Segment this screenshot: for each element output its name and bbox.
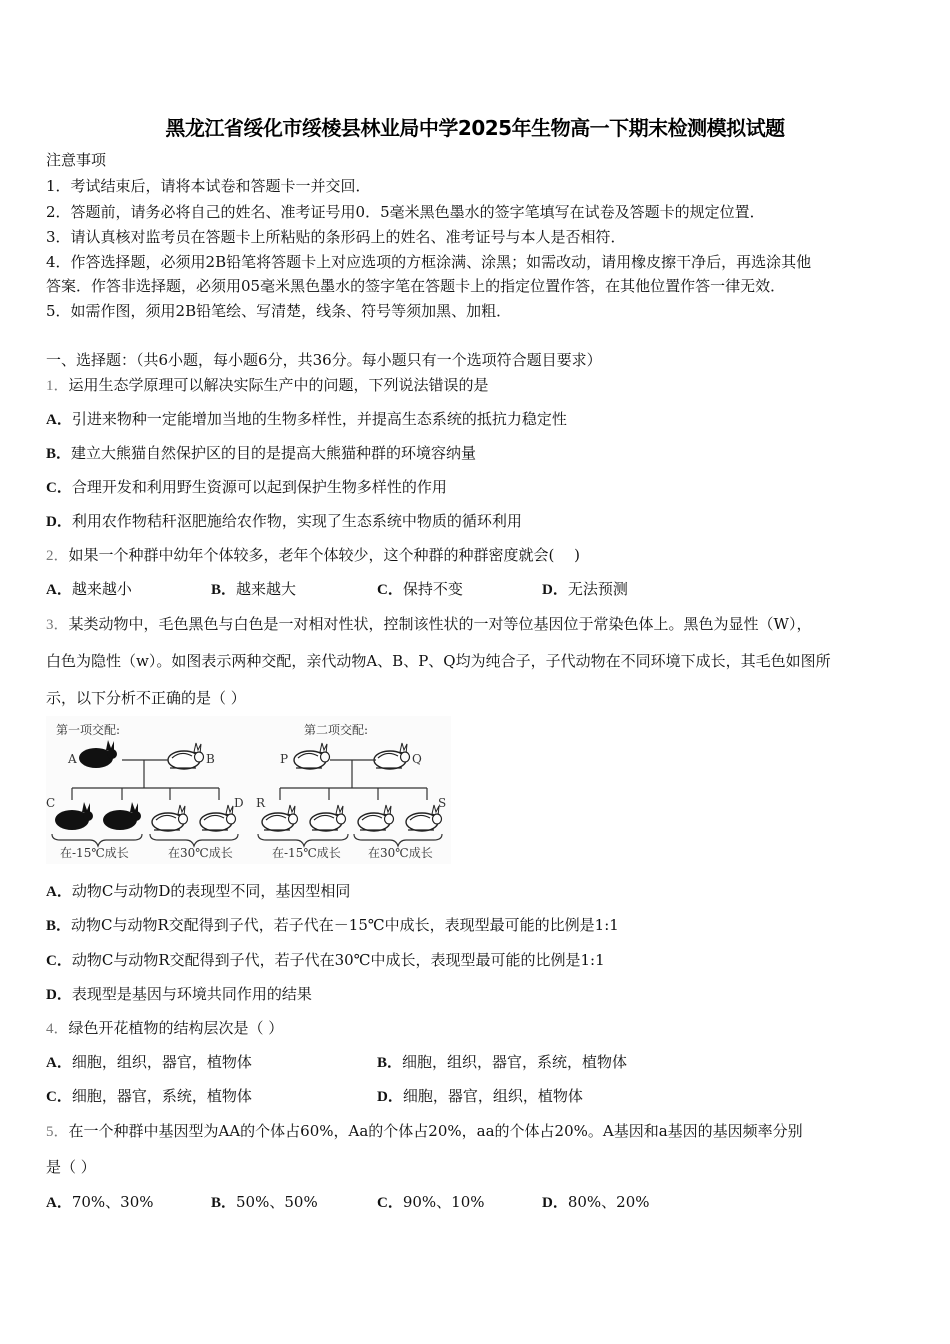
- q2-option-a: [46, 579, 132, 600]
- notice-item: 1．考试结束后，请将本试卷和答题卡一并交回．: [46, 177, 371, 195]
- q2-option-d: [542, 579, 628, 600]
- mating-diagram-graphic: [46, 716, 451, 864]
- env-warm-label-2: 在30℃成长: [368, 846, 433, 860]
- label-c: C: [46, 796, 56, 810]
- q1-option-d: [46, 511, 522, 532]
- label-s: S: [438, 796, 447, 810]
- page-title: 黑龙江省绥化市绥棱县林业局中学2025年生物高一下期末检测模拟试题: [165, 116, 785, 140]
- option-text: 无法预测: [567, 580, 628, 598]
- question-4-stem: [46, 1018, 283, 1039]
- env-cold-label-2: 在-15℃成长: [272, 846, 341, 860]
- option-text: 动物C与动物R交配得到子代，若子代在－15℃中成长，表现型最可能的比例是1:1: [71, 916, 619, 934]
- question-2-stem: [46, 545, 580, 566]
- env-cold-label-1: 在-15℃成长: [60, 846, 129, 860]
- option-text: 动物C与动物D的表现型不同，基因型相同: [71, 882, 351, 900]
- question-number: 4．: [46, 1021, 69, 1037]
- notice-item: 答案．作答非选择题，必须用05毫米黑色墨水的签字笔在答题卡上的指定位置作答，在其他位置作答一律无效．: [46, 277, 786, 295]
- option-text: 细胞，器官，组织，植物体: [402, 1087, 583, 1105]
- option-letter: D．: [542, 582, 568, 598]
- option-letter: A．: [46, 582, 72, 598]
- option-letter: D．: [377, 1089, 403, 1105]
- cross-1-title: 第一项交配:: [56, 723, 121, 737]
- option-text: 越来越大: [236, 580, 297, 598]
- question-text: 某类动物中，毛色黑色与白色是一对相对性状，控制该性状的一对等位基因位于常染色体上。黑色为显性（W），: [68, 615, 812, 633]
- q5-option-c: [377, 1192, 485, 1213]
- notice-item: 2．答题前，请务必将自己的姓名、准考证号用0．5毫米黑色墨水的签字笔填写在试卷及答题卡的规定位置．: [46, 203, 765, 221]
- q5-option-b: [211, 1192, 318, 1213]
- option-letter: A．: [46, 884, 72, 900]
- option-text: 细胞，器官，系统，植物体: [71, 1087, 252, 1105]
- q5-option-a: [46, 1192, 154, 1213]
- option-letter: B．: [377, 1055, 403, 1071]
- option-letter: C．: [46, 1089, 72, 1105]
- label-p: P: [280, 752, 289, 766]
- question-5-stem-line2: 是（ ）: [46, 1158, 96, 1176]
- option-text: 合理开发和利用野生资源可以起到保护生物多样性的作用: [71, 478, 447, 496]
- label-a: A: [68, 752, 77, 766]
- question-3-stem-line3: 示，以下分析不正确的是（ ）: [46, 689, 246, 707]
- option-letter: C．: [46, 480, 72, 496]
- q5-option-d: [542, 1192, 650, 1213]
- notice-heading: 注意事项: [46, 151, 107, 169]
- option-text: 动物C与动物R交配得到子代，若子代在30℃中成长，表现型最可能的比例是1:1: [71, 951, 605, 969]
- option-text: 细胞，组织，器官，系统，植物体: [402, 1053, 628, 1071]
- option-letter: B．: [211, 582, 237, 598]
- mating-diagram: [46, 716, 451, 864]
- q3-option-a: [46, 881, 350, 902]
- q2-option-b: [211, 579, 296, 600]
- option-text: 细胞，组织，器官，植物体: [71, 1053, 252, 1071]
- option-letter: C．: [377, 582, 403, 598]
- option-letter: A．: [46, 1195, 72, 1211]
- option-letter: D．: [542, 1195, 568, 1211]
- q4-option-c: [46, 1086, 252, 1107]
- option-letter: B．: [211, 1195, 237, 1211]
- label-b: B: [206, 752, 215, 766]
- question-1-stem: [46, 375, 489, 396]
- question-text: 绿色开花植物的结构层次是（ ）: [68, 1019, 284, 1037]
- question-3-stem-line2: 白色为隐性（w）。如图表示两种交配，亲代动物A、B、P、Q均为纯合子，子代动物在不同环境下成长，其毛色如图所: [46, 652, 831, 670]
- question-5-stem: [46, 1121, 803, 1142]
- question-number: 2．: [46, 548, 69, 564]
- option-text: 80%、20%: [567, 1193, 650, 1211]
- label-d: D: [234, 796, 244, 810]
- option-text: 70%、30%: [71, 1193, 154, 1211]
- cross-2-title: 第二项交配:: [304, 723, 369, 737]
- option-text: 建立大熊猫自然保护区的目的是提高大熊猫种群的环境容纳量: [71, 444, 477, 462]
- env-warm-label-1: 在30℃成长: [168, 846, 233, 860]
- option-text: 表现型是基因与环境共同作用的结果: [71, 985, 312, 1003]
- option-text: 保持不变: [402, 580, 463, 598]
- option-text: 越来越小: [71, 580, 132, 598]
- option-letter: A．: [46, 1055, 72, 1071]
- q1-option-b: [46, 443, 476, 464]
- option-letter: A．: [46, 412, 72, 428]
- question-3-stem: [46, 614, 811, 635]
- notice-item: 4．作答选择题，必须用2B铅笔将答题卡上对应选项的方框涂满、涂黑；如需改动，请用橡皮擦干净后，再选涂其他: [46, 253, 812, 271]
- notice-item: 3．请认真核对监考员在答题卡上所粘贴的条形码上的姓名、准考证号与本人是否相符．: [46, 228, 626, 246]
- q2-option-c: [377, 579, 463, 600]
- notice-item: 5．如需作图，须用2B铅笔绘、写清楚，线条、符号等须加黑、加粗．: [46, 302, 512, 320]
- label-q: Q: [412, 752, 422, 766]
- option-letter: C．: [46, 953, 72, 969]
- option-letter: D．: [46, 987, 72, 1003]
- q4-option-a: [46, 1052, 252, 1073]
- question-number: 5．: [46, 1124, 69, 1140]
- option-letter: B．: [46, 918, 72, 934]
- option-text: 90%、10%: [402, 1193, 485, 1211]
- q1-option-a: [46, 409, 567, 430]
- q3-option-c: [46, 950, 605, 971]
- option-text: 50%、50%: [236, 1193, 318, 1211]
- question-number: 1．: [46, 378, 69, 394]
- option-text: 利用农作物秸秆沤肥施给农作物，实现了生态系统中物质的循环利用: [71, 512, 522, 530]
- q3-option-b: [46, 915, 619, 936]
- question-text: 运用生态学原理可以解决实际生产中的问题，下列说法错误的是: [68, 376, 489, 394]
- q4-option-b: [377, 1052, 627, 1073]
- option-letter: D．: [46, 514, 72, 530]
- section-heading: 一、选择题：（共6小题，每小题6分，共36分。每小题只有一个选项符合题目要求）: [46, 351, 602, 369]
- option-letter: C．: [377, 1195, 403, 1211]
- label-r: R: [256, 796, 266, 810]
- question-number: 3．: [46, 617, 69, 633]
- option-letter: B．: [46, 446, 72, 462]
- q3-option-d: [46, 984, 312, 1005]
- question-text: 在一个种群中基因型为AA的个体占60%，Aa的个体占20%，aa的个体占20%。A基因和a基因的基因频率分别: [68, 1122, 803, 1140]
- option-text: 引进来物种一定能增加当地的生物多样性，并提高生态系统的抵抗力稳定性: [71, 410, 567, 428]
- question-text: 如果一个种群中幼年个体较多，老年个体较少，这个种群的种群密度就会( ): [68, 546, 580, 564]
- q4-option-d: [377, 1086, 583, 1107]
- q1-option-c: [46, 477, 447, 498]
